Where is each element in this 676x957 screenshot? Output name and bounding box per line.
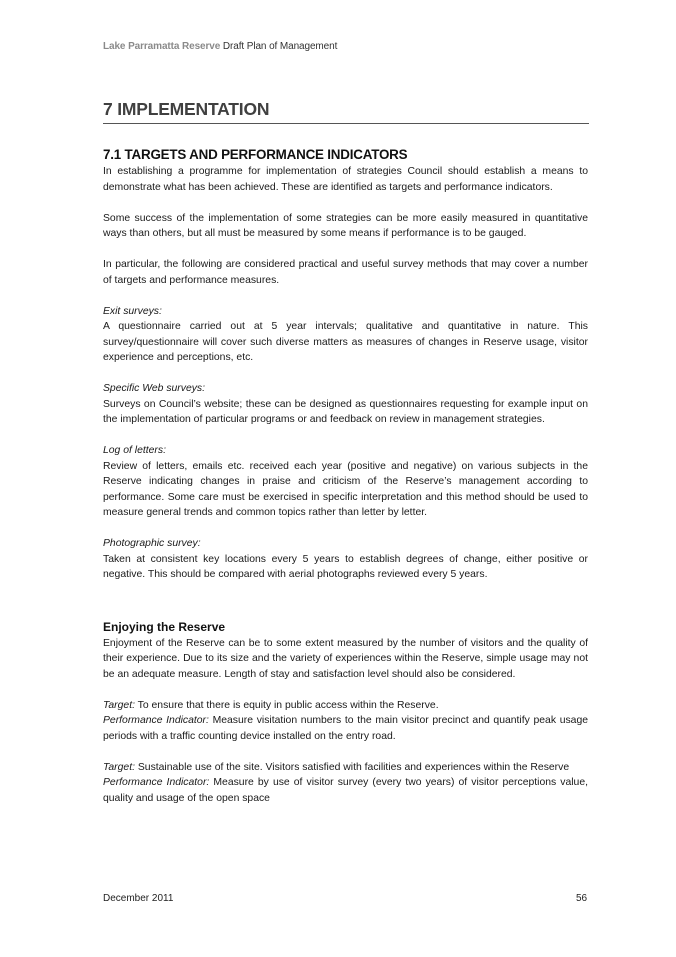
target-line xyxy=(103,698,588,714)
section-paragraph: Some success of the implementation of some strategies can be more easily measured in quantitative ways than others, but all must be measured by some means if performance is to be gauged. xyxy=(103,212,588,239)
method-text: Review of letters, emails etc. received each year (positive and negative) on various subjects in the Reserve indicating changes in praise and criticism of the Reserve’s management according to performance. Some care must be exercised in specific interpretation and this method should be used to measure general trends and common topics rather than letter by letter. xyxy=(103,460,588,518)
indicator-text: Measure by use of visitor survey (every two years) of visitor perceptions value, quality and usage of the open space xyxy=(103,777,589,804)
method-text: Taken at consistent key locations every 5 years to establish degrees of change, either positive or negative. This should be compared with aerial photographs reviewed every 5 years. xyxy=(103,553,588,580)
target-text: Sustainable use of the site. Visitors satisfied with facilities and experiences within the Reserve xyxy=(137,761,570,773)
target-text: To ensure that there is equity in public access within the Reserve. xyxy=(137,699,439,711)
target-label: Target: xyxy=(103,699,135,711)
subsection-title: Enjoying the Reserve xyxy=(103,619,226,634)
page-content xyxy=(103,146,588,806)
method-heading: Exit surveys: xyxy=(103,305,162,317)
subsection-intro: Enjoyment of the Reserve can be to some extent measured by the number of visitors and the quality of their experience. Due to its size and the variety of experiences within the Reserve, simple usage may not be an adequate measure. Length of stay and satisfaction level should also be considered. xyxy=(103,637,588,680)
chapter-title: 7 IMPLEMENTATION xyxy=(103,97,589,124)
method-heading: Specific Web surveys: xyxy=(103,383,206,394)
target-line xyxy=(103,760,588,776)
indicator-line xyxy=(103,713,588,744)
indicator-label: Performance Indicator: xyxy=(103,777,210,788)
indicator-text: Measure visitation numbers to the main visitor precinct and quantify peak usage periods with a traffic counting device installed on the entry road. xyxy=(103,715,589,742)
spacer xyxy=(103,583,588,610)
section-paragraph: In establishing a programme for implementation of strategies Council should establish a means to demonstrate what has been achieved. These are identified as targets and performance indicators. xyxy=(103,166,588,193)
running-header xyxy=(103,41,337,52)
section-title: 7.1 TARGETS AND PERFORMANCE INDICATORS xyxy=(103,147,408,162)
method-text: Surveys on Council’s website; these can be designed as questionnaires requesting for example input on the implementation of particular programs or and feedback on review in management strategies. xyxy=(103,398,588,425)
method-text: A questionnaire carried out at 5 year intervals; qualitative and quantitative in nature. This survey/questionnaire will cover such diverse matters as measures of changes in Reserve usage, visitor experience and perceptions, etc. xyxy=(103,321,588,363)
indicator-label: Performance Indicator: xyxy=(103,715,209,726)
page-number: 56 xyxy=(576,893,588,904)
method-heading: Log of letters: xyxy=(103,445,166,456)
section-paragraph: In particular, the following are considered practical and useful survey methods that may cover a number of targets and performance measures. xyxy=(103,259,588,286)
header-reserve-name: Lake Parramatta Reserve xyxy=(103,41,221,52)
header-doc-title: Draft Plan of Management xyxy=(222,41,338,52)
target-label: Target: xyxy=(103,761,135,773)
method-heading: Photographic survey: xyxy=(103,538,201,549)
footer-date: December 2011 xyxy=(103,893,174,904)
indicator-line xyxy=(103,775,588,806)
